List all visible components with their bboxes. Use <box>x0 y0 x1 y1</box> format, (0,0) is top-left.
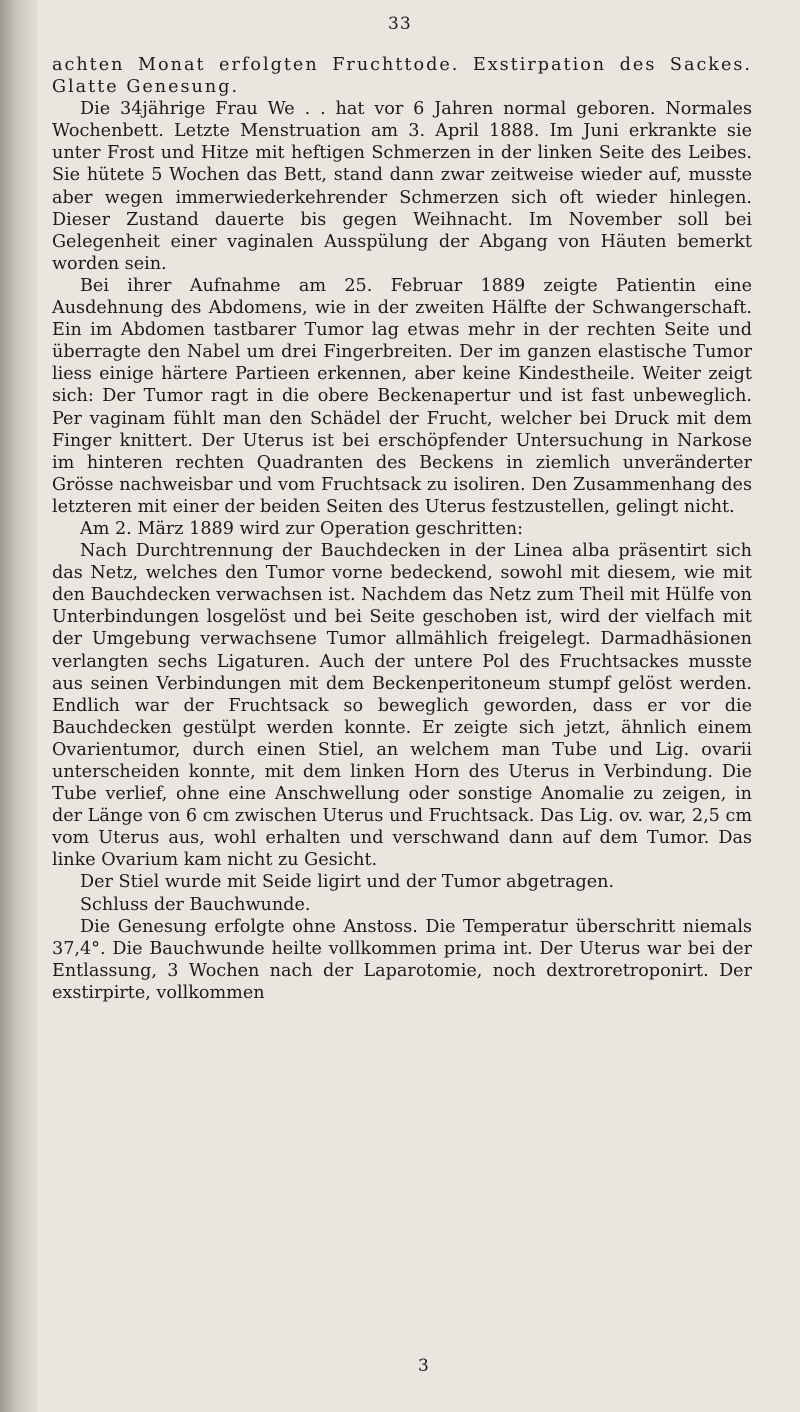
paragraph-operation: Nach Durchtrennung der Bauchdecken in der Linea alba präsentirt sich das Netz, welches den Tumor vorne bedeckend, sowohl mit diesem, wie mit den Bauchdecken verwachsen ist. Nachdem das Netz zum Theil mit Hülfe von Unterbindungen losgelöst und bei Seite geschoben ist, wird der vielfach mit der Umgebung verwachsene Tumor allmählich freigelegt. Darmadhäsionen verlangten sechs Ligaturen. Auch der untere Pol des Fruchtsackes musste aus seinen Verbindungen mit dem Beckenperitoneum stumpf gelöst werden. Endlich war der Fruchtsack so beweglich geworden, dass er vor die Bauchdecken gestülpt werden konnte. Er zeigte sich jetzt, ähnlich einem Ovarientumor, durch einen Stiel, an welchem man Tube und Lig. ovarii unterscheiden konnte, mit dem linken Horn des Uterus in Verbindung. Die Tube verlief, ohne eine Anschwellung oder sonstige Anomalie zu zeigen, in der Länge von 6 cm zwischen Uterus und Fruchtsack. Das Lig. ov. war, 2,5 cm vom Uterus aus, wohl erhalten und verschwand dann auf dem Tumor. Das linke Ovarium kam nicht zu Gesicht. <box>52 541 752 871</box>
scan-binding-edge <box>0 0 38 1412</box>
paragraph-recovery: Die Genesung erfolgte ohne Anstoss. Die Temperatur überschritt niemals 37,4°. Die Bauchwunde heilte vollkommen prima int. Der Uterus war bei der Entlassung, 3 Wochen nach der Laparotomie, noch dextroretroponirt. Der exstirpirte, vollkommen <box>52 916 752 1003</box>
paragraph-operation-date: Am 2. März 1889 wird zur Operation geschritten: <box>80 518 524 539</box>
paragraph-history: Die 34jährige Frau We . . hat vor 6 Jahren normal geboren. Normales Wochenbett. Letzte Menstruation am 3. April 1888. Im Juni erkrankte sie unter Frost und Hitze mit heftigen Schmerzen in der linken Seite des Leibes. Sie hütete 5 Wochen das Bett, stand dann zwar zeitweise wieder auf, musste aber wegen immerwiederkehrender Schmerzen sich oft wieder hinlegen. Dieser Zustand dauerte bis gegen Weihnacht. Im November soll bei Gelegenheit einer vaginalen Ausspülung der Abgang von Häuten bemerkt worden sein. <box>52 99 752 274</box>
paragraph-case-title: achten Monat erfolgten Fruchttode. Exstirpation des Sackes. Glatte Genesung. <box>52 55 752 98</box>
signature-mark: 3 <box>418 1356 429 1376</box>
paragraph-ligature: Der Stiel wurde mit Seide ligirt und der Tumor abgetragen. <box>80 872 615 893</box>
body-text <box>52 54 752 1004</box>
paragraph-admission: Bei ihrer Aufnahme am 25. Februar 1889 zeigte Patientin eine Ausdehnung des Abdomens, wie in der zweiten Hälfte der Schwangerschaft. Ein im Abdomen tastbarer Tumor lag etwas mehr in der rechten Seite und überragte den Nabel um drei Fingerbreiten. Der im ganzen elastische Tumor liess einige härtere Partieen erkennen, aber keine Kindestheile. Weiter zeigt sich: Der Tumor ragt in die obere Beckenapertur und ist fast unbeweglich. Per vaginam fühlt man den Schädel der Frucht, welcher bei Druck mit dem Finger knittert. Der Uterus ist bei erschöpfender Untersuchung in Narkose im hinteren rechten Quadranten des Beckens in ziemlich unveränderter Grösse nachweisbar und vom Fruchtsack zu isoliren. Den Zusammenhang des letzteren mit einer der beiden Seiten des Uterus festzustellen, gelingt nicht. <box>52 275 752 517</box>
page-number: 33 <box>388 14 412 34</box>
paragraph-closure: Schluss der Bauchwunde. <box>80 894 311 915</box>
